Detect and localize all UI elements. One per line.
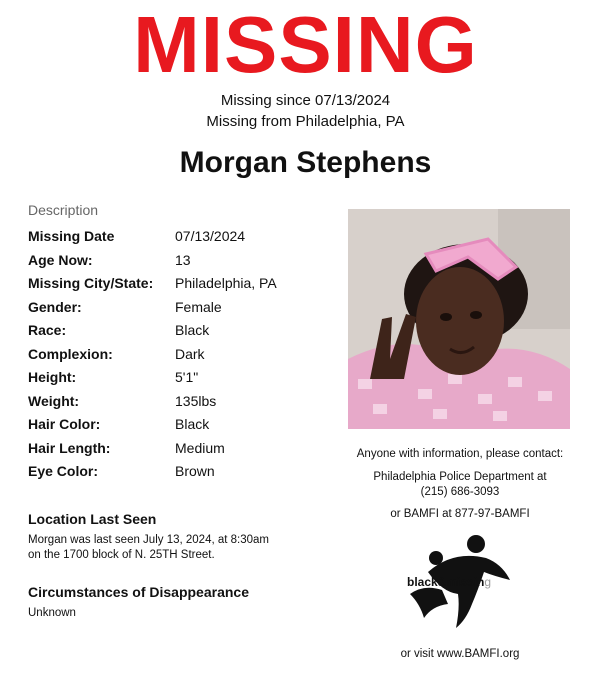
detail-value: 13 [175, 251, 191, 268]
contact-bamfi: or BAMFI at 877-97-BAMFI [390, 508, 530, 520]
detail-key: Missing Date [28, 228, 115, 244]
contact-police-line-1: Philadelphia Police Department at [373, 471, 547, 483]
detail-value: Brown [175, 463, 215, 479]
detail-value: Medium [175, 439, 225, 456]
detail-key: Hair Color: [28, 416, 101, 432]
circumstances-title: Circumstances of Disappearance [28, 584, 249, 600]
detail-value: 5'1" [175, 369, 199, 385]
detail-key: Race: [28, 322, 67, 338]
logo-text-fade: g [484, 575, 492, 589]
detail-key: Height: [28, 369, 77, 385]
location-line-2: on the 1700 block of N. 25TH Street. [28, 549, 215, 561]
detail-key: Missing City/State: [28, 275, 154, 291]
detail-value: Black [175, 322, 210, 338]
location-line-1: Morgan was last seen July 13, 2024, at 8:30am [28, 534, 270, 546]
contact-intro: Anyone with information, please contact: [356, 448, 564, 460]
detail-value: 07/13/2024 [175, 228, 246, 244]
detail-key: Eye Color: [28, 463, 99, 479]
missing-headline: MISSING [133, 0, 478, 89]
detail-value: 135lbs [175, 392, 217, 409]
contact-police-phone: (215) 686-3093 [420, 486, 500, 498]
location-text [28, 533, 318, 563]
missing-from-text: Missing from Philadelphia, PA [206, 113, 405, 130]
bamfi-logo-text [407, 575, 491, 589]
logo-text-main: black&missin [407, 575, 485, 589]
detail-key: Age Now: [28, 251, 93, 268]
detail-value: Female [175, 298, 222, 315]
person-name: Morgan Stephens [179, 146, 432, 179]
person-photo [348, 209, 570, 429]
description-label: Description [28, 202, 99, 218]
detail-value: Black [175, 416, 210, 432]
detail-key: Gender: [28, 298, 82, 315]
detail-key: Weight: [28, 392, 80, 409]
detail-value: Philadelphia, PA [175, 275, 277, 291]
visit-website-text: or visit www.BAMFI.org [400, 648, 520, 660]
person-photo-illustration [348, 209, 570, 429]
location-title: Location Last Seen [28, 511, 157, 527]
bamfi-logo [398, 532, 518, 632]
missing-since-text: Missing since 07/13/2024 [220, 92, 391, 109]
detail-key: Hair Length: [28, 439, 111, 456]
detail-key: Complexion: [28, 345, 113, 362]
circumstances-text: Unknown [28, 607, 76, 619]
detail-value: Dark [175, 345, 205, 362]
